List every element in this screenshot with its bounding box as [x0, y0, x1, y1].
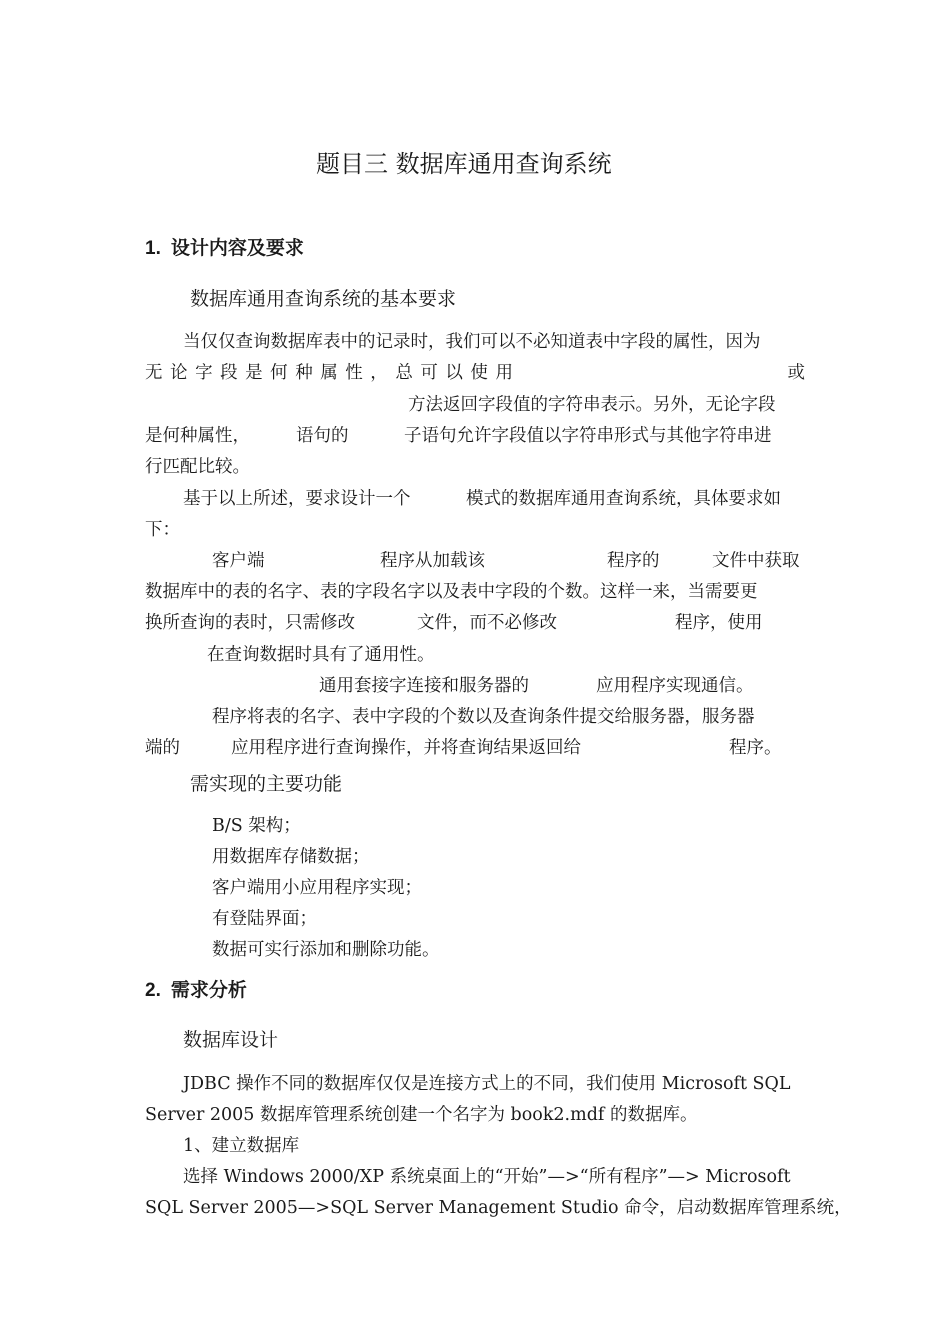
paragraph-line: 方法返回字段值的字符串表示。另外，无论字段: [408, 395, 776, 415]
char: 总: [395, 363, 413, 383]
paragraph-line-spaced: [145, 361, 805, 385]
paragraph-line: JDBC 操作不同的数据库仅仅是连接方式上的不同，我们使用 Microsoft SQL: [183, 1074, 791, 1094]
subsection-database-design: 数据库设计: [183, 1029, 279, 1051]
char: 论: [170, 363, 188, 383]
section-1-title: 设计内容及要求: [170, 237, 304, 259]
paragraph-line-segment: 子语句允许字段值以字符串形式与其他字符串进: [404, 426, 772, 446]
paragraph-line-segment: 语句的: [296, 426, 349, 446]
char: 属: [320, 363, 338, 383]
paragraph-line: 当仅仅查询数据库表中的记录时，我们可以不必知道表中字段的属性，因为: [183, 332, 761, 352]
char: 是: [245, 363, 263, 383]
paragraph-line-segment: 通用套接字连接和服务器的: [319, 676, 529, 696]
paragraph-line-segment: 程序。: [729, 738, 782, 758]
char: 段: [220, 363, 238, 383]
paragraph-line-segment: 程序，使用: [675, 613, 763, 633]
section-1-heading: [145, 236, 304, 261]
char: 种: [295, 363, 313, 383]
feature-item: B/S 架构；: [212, 816, 301, 836]
char: ，: [370, 363, 388, 383]
paragraph-line-segment: 文件中获取: [712, 551, 800, 571]
paragraph-line-segment: 模式的数据库通用查询系统，具体要求如: [466, 489, 781, 509]
char: 性: [345, 363, 363, 383]
page-title: 题目三 数据库通用查询系统: [316, 150, 612, 178]
paragraph-line: 行匹配比较。: [145, 457, 250, 477]
feature-item: 客户端用小应用程序实现；: [212, 878, 422, 898]
paragraph-line-segment: 应用程序实现通信。: [596, 676, 754, 696]
paragraph-line: Server 2005 数据库管理系统创建一个名字为 book2.mdf 的数据库。: [145, 1105, 698, 1125]
paragraph-line-segment: 文件，而不必修改: [417, 613, 557, 633]
paragraph-line-segment: 换所查询的表时，只需修改: [145, 613, 355, 633]
char: 可: [420, 363, 438, 383]
paragraph-line-segment: 是何种属性，: [145, 426, 250, 446]
char-end: 或: [787, 363, 805, 383]
char: 使: [470, 363, 488, 383]
char: 何: [270, 363, 288, 383]
section-1-number: 1.: [145, 238, 161, 259]
section-2-heading: [145, 978, 247, 1003]
paragraph-line: 选择 Windows 2000/XP 系统桌面上的“开始”—>“所有程序”—> Microsoft: [183, 1167, 791, 1187]
paragraph-line-segment: 客户端: [212, 551, 265, 571]
paragraph-line: 下：: [145, 520, 180, 540]
char: 用: [495, 363, 513, 383]
paragraph-line-segment: 端的: [145, 738, 180, 758]
step-heading: 1、建立数据库: [183, 1136, 300, 1156]
paragraph-line-segment: 基于以上所述，要求设计一个: [183, 489, 411, 509]
feature-item: 有登陆界面；: [212, 909, 317, 929]
subsection-basic-requirements: 数据库通用查询系统的基本要求: [190, 288, 457, 310]
paragraph-line-segment: 程序从加载该: [380, 551, 485, 571]
char: 以: [445, 363, 463, 383]
paragraph-line: 数据库中的表的名字、表的字段名字以及表中字段的个数。这样一来，当需要更: [145, 582, 758, 602]
paragraph-line: 在查询数据时具有了通用性。: [207, 645, 435, 665]
char: 字: [195, 363, 213, 383]
paragraph-line-segment: 应用程序进行查询操作，并将查询结果返回给: [231, 738, 581, 758]
section-2-number: 2.: [145, 980, 161, 1001]
char: 无: [145, 363, 163, 383]
subsection-main-functions: 需实现的主要功能: [190, 773, 343, 795]
feature-item: 数据可实行添加和删除功能。: [212, 940, 440, 960]
section-2-title: 需求分析: [170, 979, 247, 1001]
feature-item: 用数据库存储数据；: [212, 847, 370, 867]
spaced-text-group: [145, 361, 513, 385]
paragraph-line-segment: 程序的: [607, 551, 660, 571]
paragraph-line: 程序将表的名字、表中字段的个数以及查询条件提交给服务器，服务器: [212, 707, 755, 727]
paragraph-line: SQL Server 2005—>SQL Server Management Studio 命令，启动数据库管理系统，: [145, 1198, 852, 1218]
